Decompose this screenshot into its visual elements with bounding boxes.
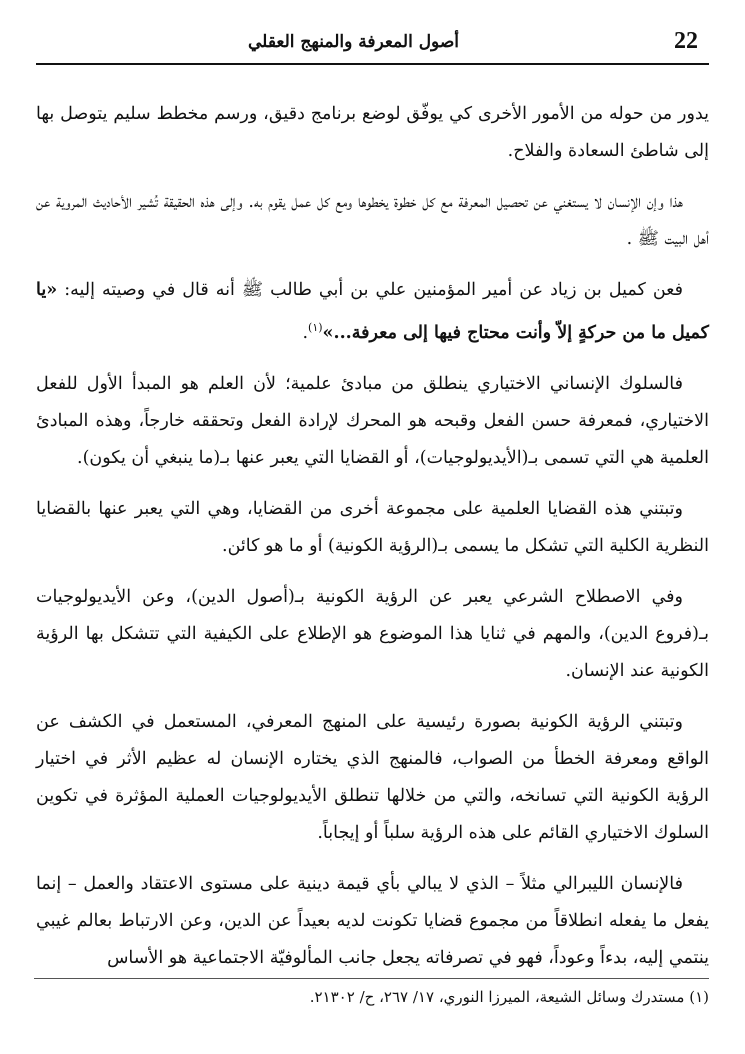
paragraph-2: هذا وإن الإنسان لا يستغني عن تحصيل المعرفة مع كل خطوة يخطوها ومع كل عمل يقوم به. وإلى هذه الحقيقة تُشير الأحاديث المروية عن أهل البيت ﷺ . (36, 192, 709, 249)
paragraph-3-intro: فعن كميل بن زياد عن أمير المؤمنين علي بن أبي طالب ﷺ أنه قال في وصيته إليه: (57, 280, 683, 300)
page-header (36, 26, 709, 66)
hadith-quote: «يا كميل ما من حركةٍ إلاّ وأنت محتاج فيها إلى معرفة...» (36, 280, 709, 343)
footnote-rule (34, 978, 709, 979)
paragraph-7: وتبتني الرؤية الكونية بصورة رئيسية على المنهج المعرفي، المستعمل في الكشف عن الواقع ومعرفة الخطأ من الصواب، فالمنهج الذي يختاره الإنسان له عظيم الأثر في اختيار الرؤية الكونية التي تسانخه، والتي من خلالها تنطلق الأيديولوجيات العملية المؤثرة في تكوين السلوك الاختياري القائم على هذه الرؤية سلباً أو إيجاباً. (36, 711, 709, 843)
running-title: أصول المعرفة والمنهج العقلي (248, 32, 459, 52)
header-rule (36, 63, 709, 65)
footnote-reference: (١) (308, 321, 323, 334)
page-number: 22 (674, 28, 698, 54)
paragraph-3: فعن كميل بن زياد عن أمير المؤمنين علي بن أبي طالب ﷺ أنه قال في وصيته إليه: «يا كميل ما من حركةٍ إلاّ وأنت محتاج فيها إلى معرفة...»$^{(١)}$. (36, 280, 709, 343)
paragraph-6: وفي الاصطلاح الشرعي يعبر عن الرؤية الكونية بـ(أصول الدين)، وعن الأيديولوجيات بـ(فروع الدين)، والمهم في ثنايا هذا الموضوع هو الإطلاع على الكيفية التي تتشكل بها الرؤية الكونية عند الإنسان. (36, 586, 709, 681)
paragraph-5: وتبتني هذه القضايا العلمية على مجموعة أخرى من القضايا، وهي التي يعبر عنها بالقضايا النظرية الكلية التي تشكل ما يسمى بـ(الرؤية الكونية) أو ما هو كائن. (36, 498, 709, 556)
paragraph-4: فالسلوك الإنساني الاختياري ينطلق من مبادئ علمية؛ لأن العلم هو المبدأ الأول للفعل الاختياري، فمعرفة حسن الفعل وقبحه هو المحرك لإرادة الفعل وتحققه خارجاً، وهذه المبادئ العلمية هي التي تسمى بـ(الأيديولوجيات)، أو القضايا التي يعبر عنها بـ(ما ينبغي أن يكون). (36, 373, 709, 468)
paragraph-8: فالإنسان الليبرالي مثلاً – الذي لا يبالي بأي قيمة دينية على مستوى الاعتقاد والعمل – إنما يفعل ما يفعله انطلاقاً من مجموع قضايا تكونت لديه بعيداً عن الدين، وعن الارتباط بعالم غيبي ينتمي إليه، بدءاً وعوداً، فهو في تصرفاته يجعل جانب المألوفيّة الاجتماعية هو الأساس (36, 873, 709, 968)
body-text (36, 96, 709, 991)
paragraph-1: يدور من حوله من الأمور الأخرى كي يوفّق لوضع برنامج دقيق، ورسم مخطط سليم يتوصل بها إلى شاطئ السعادة والفلاح. (36, 104, 709, 161)
footnote: (١) مستدرك وسائل الشيعة، الميرزا النوري، ١٧/ ٢٦٧، ح/ ٢١٣٠٢. (309, 988, 709, 1006)
